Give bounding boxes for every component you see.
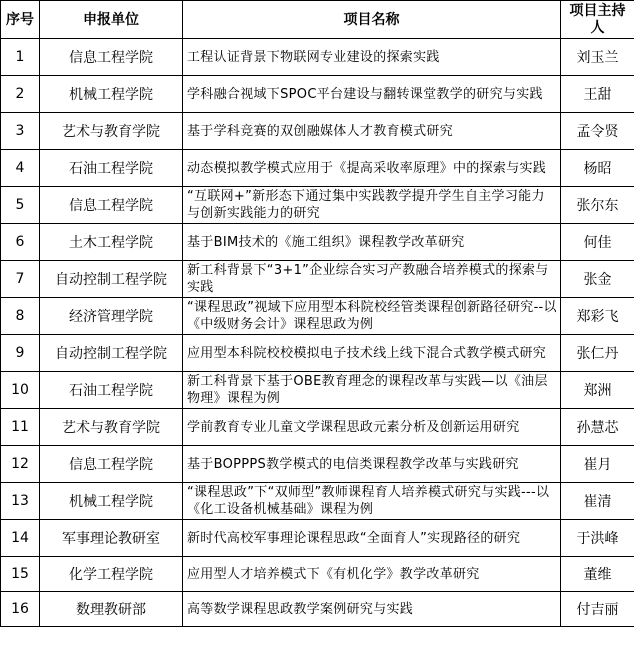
cell-num: 3 [1,113,40,150]
cell-name: 新工科背景下“3+1”企业综合实习产教融合培养模式的探索与实践 [183,261,561,298]
cell-name: “课程思政”视域下应用型本科院校经管类课程创新路径研究--以《中级财务会计》课程思政为例 [183,298,561,335]
cell-name: 学科融合视域下SPOC平台建设与翻转课堂教学的研究与实践 [183,76,561,113]
cell-unit: 机械工程学院 [40,76,183,113]
cell-unit: 信息工程学院 [40,39,183,76]
table-row [1,187,634,224]
cell-name: 应用型本科院校校模拟电子技术线上线下混合式教学模式研究 [183,335,561,372]
table-row [1,113,634,150]
cell-num: 8 [1,298,40,335]
header-num: 序号 [1,1,40,39]
cell-name: 基于BOPPPS教学模式的电信类课程教学改革与实践研究 [183,446,561,483]
header-host-text: 项目主持人 [569,2,626,36]
cell-host: 于洪峰 [561,520,634,557]
table-row [1,409,634,446]
cell-host: 孙慧芯 [561,409,634,446]
header-name: 项目名称 [183,1,561,39]
cell-num: 6 [1,224,40,261]
cell-num: 16 [1,592,40,627]
table-row [1,76,634,113]
table-row [1,335,634,372]
cell-num: 7 [1,261,40,298]
cell-host: 张尔东 [561,187,634,224]
cell-unit: 石油工程学院 [40,372,183,409]
cell-unit: 自动控制工程学院 [40,335,183,372]
cell-num: 14 [1,520,40,557]
cell-num: 11 [1,409,40,446]
cell-name: “互联网+”新形态下通过集中实践教学提升学生自主学习能力与创新实践能力的研究 [183,187,561,224]
cell-host: 何佳 [561,224,634,261]
cell-host: 孟令贤 [561,113,634,150]
cell-name: 学前教育专业儿童文学课程思政元素分析及创新运用研究 [183,409,561,446]
cell-unit: 信息工程学院 [40,446,183,483]
cell-unit: 土木工程学院 [40,224,183,261]
cell-num: 5 [1,187,40,224]
table-row [1,483,634,520]
header-unit: 申报单位 [40,1,183,39]
table-row [1,372,634,409]
table-row [1,261,634,298]
cell-num: 9 [1,335,40,372]
cell-num: 4 [1,150,40,187]
cell-host: 张金 [561,261,634,298]
cell-name: 高等数学课程思政教学案例研究与实践 [183,592,561,627]
table-row [1,557,634,592]
cell-name: 新时代高校军事理论课程思政“全面育人”实现路径的研究 [183,520,561,557]
cell-host: 郑洲 [561,372,634,409]
cell-unit: 信息工程学院 [40,187,183,224]
table-row [1,39,634,76]
cell-host: 杨昭 [561,150,634,187]
cell-unit: 化学工程学院 [40,557,183,592]
header-host [561,1,634,39]
table-row [1,592,634,627]
cell-host: 王甜 [561,76,634,113]
table-row [1,224,634,261]
table-body [1,39,634,627]
cell-unit: 艺术与教育学院 [40,409,183,446]
cell-num: 15 [1,557,40,592]
cell-name: 动态模拟教学模式应用于《提高采收率原理》中的探索与实践 [183,150,561,187]
cell-host: 刘玉兰 [561,39,634,76]
table-row [1,520,634,557]
cell-name: 新工科背景下基于OBE教育理念的课程改革与实践—以《油层物理》课程为例 [183,372,561,409]
table-row [1,150,634,187]
cell-unit: 自动控制工程学院 [40,261,183,298]
cell-host: 张仁丹 [561,335,634,372]
cell-unit: 数理教研部 [40,592,183,627]
cell-num: 1 [1,39,40,76]
cell-unit: 艺术与教育学院 [40,113,183,150]
cell-name: “课程思政”下“双师型”教师课程育人培养模式研究与实践---以《化工设备机械基础》课程为例 [183,483,561,520]
cell-unit: 经济管理学院 [40,298,183,335]
cell-unit: 军事理论教研室 [40,520,183,557]
cell-name: 基于BIM技术的《施工组织》课程教学改革研究 [183,224,561,261]
cell-name: 应用型人才培养模式下《有机化学》教学改革研究 [183,557,561,592]
cell-host: 崔清 [561,483,634,520]
table-row [1,446,634,483]
cell-num: 13 [1,483,40,520]
cell-num: 2 [1,76,40,113]
cell-unit: 石油工程学院 [40,150,183,187]
header-row [1,1,634,39]
cell-host: 董维 [561,557,634,592]
cell-host: 崔月 [561,446,634,483]
cell-name: 工程认证背景下物联网专业建设的探索实践 [183,39,561,76]
cell-host: 付吉丽 [561,592,634,627]
cell-num: 12 [1,446,40,483]
cell-name: 基于学科竞赛的双创融媒体人才教育模式研究 [183,113,561,150]
cell-unit: 机械工程学院 [40,483,183,520]
cell-host: 郑彩飞 [561,298,634,335]
cell-num: 10 [1,372,40,409]
table-row [1,298,634,335]
